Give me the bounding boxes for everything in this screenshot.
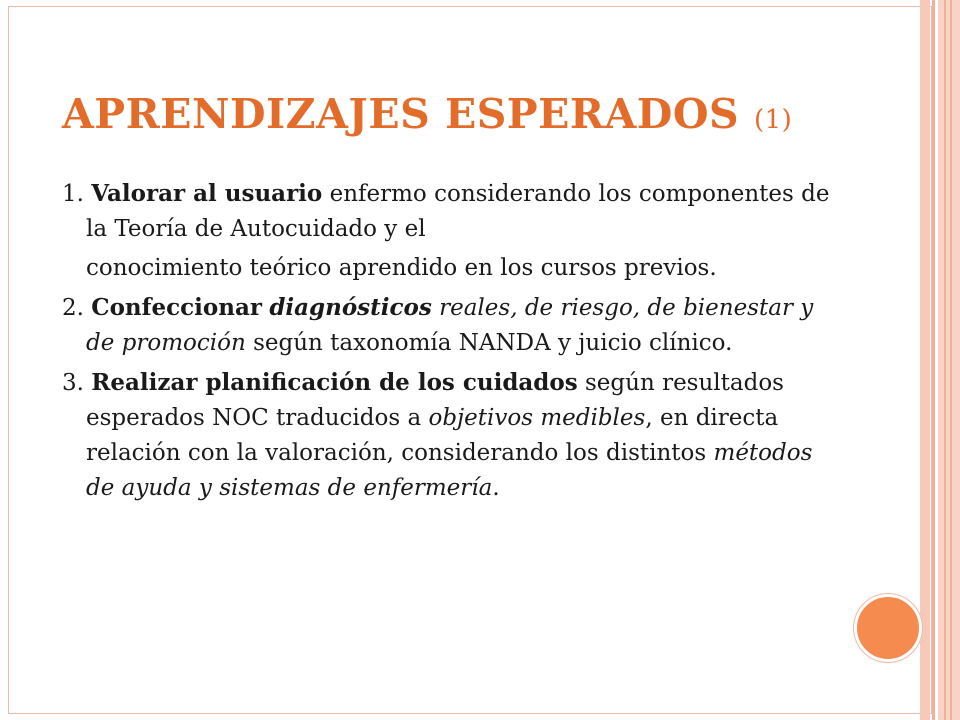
slide-title-suffix: (1): [753, 105, 793, 135]
slide-title: [62, 90, 792, 138]
slide-title-text: APRENDIZAJES ESPERADOS: [62, 90, 740, 138]
item-italic-text: métodos de ayuda y sistemas de enfermería: [86, 440, 813, 501]
item-text: según resultados esperados NOC traducidos a: [86, 370, 784, 431]
list-item: [62, 176, 842, 247]
item-bold-text: Valorar al usuario: [91, 180, 323, 207]
item-text: enfermo considerando los componentes de la Teoría de Autocuidado y el: [86, 181, 830, 242]
decorative-stripe: [920, 0, 930, 720]
item-number: 1.: [62, 181, 84, 207]
slide-body: [62, 176, 842, 510]
decorative-stripe-line: [950, 0, 952, 720]
item-number: 3.: [62, 370, 84, 396]
item-text: .: [492, 475, 500, 501]
item-bold-text: Realizar planificación de los cuidados: [91, 369, 578, 396]
decorative-stripe-line: [944, 0, 946, 720]
item-text: según taxonomía NANDA y juicio clínico.: [245, 330, 733, 356]
decorative-stripe: [938, 0, 960, 720]
item-text: conocimiento teórico aprendido en los cursos previos.: [86, 255, 717, 281]
item-number: 2.: [62, 295, 84, 321]
list-item: [62, 290, 842, 361]
item-italic-text: objetivos medibles: [428, 405, 646, 431]
item-bold-italic-text: diagnósticos: [269, 294, 432, 321]
decorative-circle: [854, 594, 922, 662]
decorative-stripe-line: [932, 0, 935, 720]
item-text: , en directa relación con la valoración, considerando los distintos: [86, 405, 779, 466]
list-item: [62, 365, 842, 506]
item-italic-text: reales, de riesgo, de bienestar y de promoción: [86, 295, 814, 356]
list-item-continuation: [62, 251, 842, 286]
item-bold-text: Confeccionar: [91, 294, 262, 321]
